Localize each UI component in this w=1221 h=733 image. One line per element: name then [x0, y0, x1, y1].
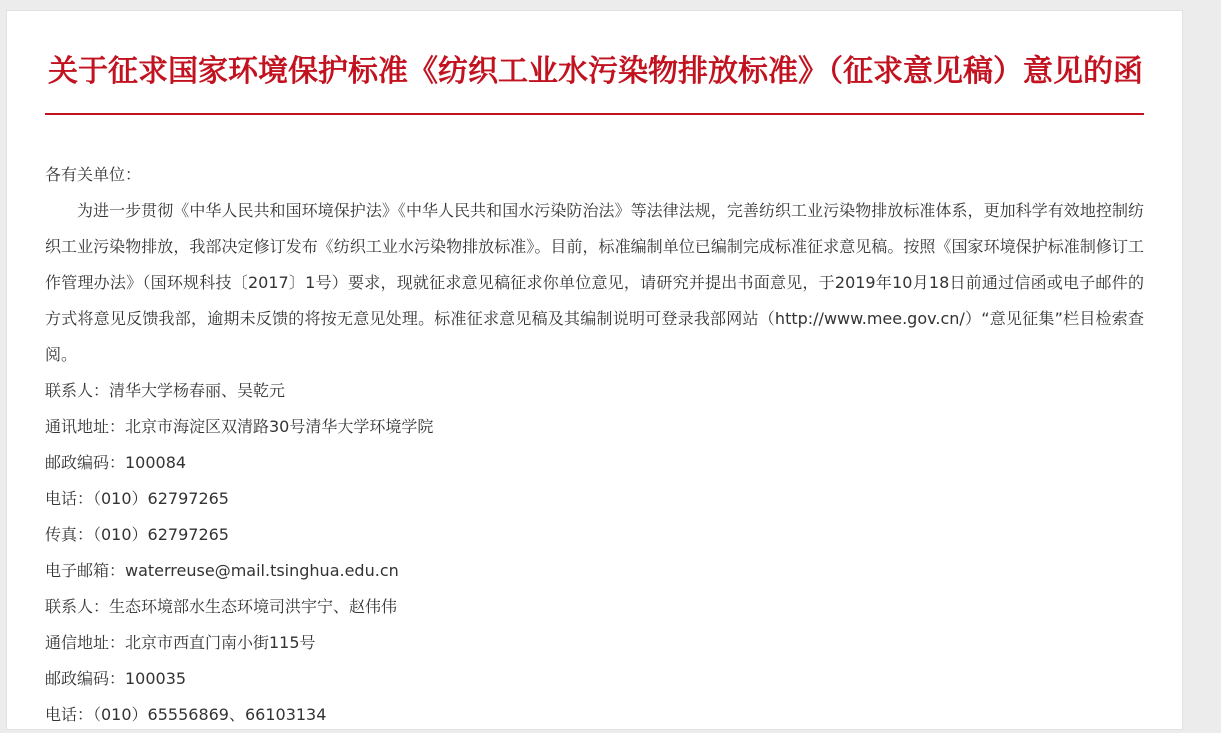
email-1: 电子邮箱：waterreuse@mail.tsinghua.edu.cn — [45, 561, 399, 580]
right-background-strip — [1186, 0, 1221, 711]
document-title: 关于征求国家环境保护标准《纺织工业水污染物排放标准》（征求意见稿）意见的函 — [48, 54, 1143, 89]
main-paragraph: 为进一步贯彻《中华人民共和国环境保护法》《中华人民共和国水污染防治法》等法律法规，完善纺织工业污染物排放标准体系，更加科学有效地控制纺织工业污染物排放，我部决定修订发布《纺织工业水污染物排放标准》。目前，标准编制单位已编制完成标准征求意见稿。按照《国家环境保护标准制修订工作管理办法》（国环规科技〔2017〕1号）要求，现就征求意见稿征求你单位意见，请研究并提出书面意见，于2019年10月18日前通过信函或电子邮件的方式将意见反馈我部，逾期未反馈的将按无意见处理。标准征求意见稿及其编制说明可登录我部网站（http://www.mee.gov.cn/）“意见征集”栏目检索查阅。 — [45, 201, 1144, 364]
phone-1: 电话：（010）62797265 — [45, 489, 229, 508]
fax-1: 传真：（010）62797265 — [45, 525, 229, 544]
contact-person-2: 联系人：生态环境部水生态环境司洪宇宁、赵伟伟 — [45, 597, 398, 616]
document-page — [6, 10, 1183, 730]
mailing-address-1: 通讯地址：北京市海淀区双清路30号清华大学环境学院 — [45, 417, 434, 436]
mailing-address-2: 通信地址：北京市西直门南小街115号 — [45, 633, 316, 652]
salutation: 各有关单位： — [45, 165, 142, 184]
top-background-strip — [0, 0, 1221, 10]
document-body — [45, 157, 1144, 733]
title-divider — [45, 113, 1144, 115]
postal-code-2: 邮政编码：100035 — [45, 669, 187, 688]
postal-code-1: 邮政编码：100084 — [45, 453, 187, 472]
phone-2: 电话：（010）65556869、66103134 — [45, 705, 327, 724]
contact-person-1: 联系人：清华大学杨春丽、吴乾元 — [45, 381, 286, 400]
